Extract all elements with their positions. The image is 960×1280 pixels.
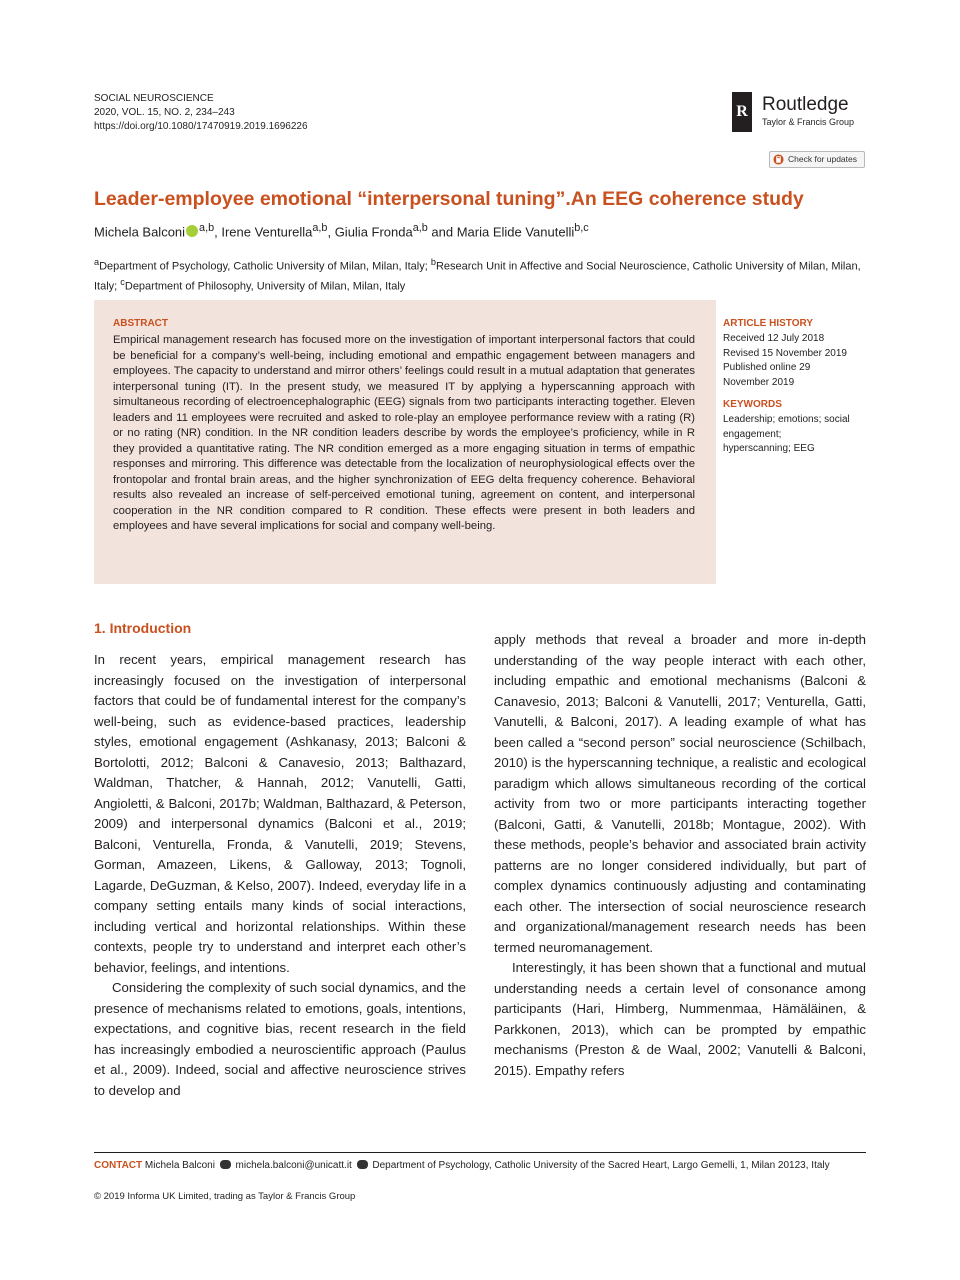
contact-label: CONTACT (94, 1160, 143, 1171)
article-history-label: ARTICLE HISTORY (723, 318, 814, 329)
routledge-logo-icon (732, 92, 752, 132)
body-paragraph: apply methods that reveal a broader and more in-depth understanding of the way people interact with each other, including empathic and emotional mechanisms (Balconi & Canavesio, 2013; Balconi & Vanutelli, 2017; Venturella, Gatti, Vanutelli, & Balconi, 2017). A leading example of what has been called a “second person” social neuroscience (Schilbach, 2010) is the hyperscanning technique, a realistic and ecological paradigm which allows simultaneous recording of the cortical activity from two or more participants interacting together (Balconi, Gatti, & Vanutelli, 2018b; Montague, 2002). With these methods, people’s behavior and associated brain activity patterns are no longer considered individually, but part of complex dynamics continuously adjusting and contaminating each other. The intersection of social neuroscience research and organizational/management research needs has been termed neuromanagement. (494, 632, 866, 955)
article-title: Leader-employee emotional “interpersonal tuning”.An EEG coherence study (94, 188, 804, 210)
history-line: November 2019 (723, 376, 795, 388)
copyright: © 2019 Informa UK Limited, trading as Taylor & Francis Group (94, 1191, 356, 1202)
orcid-icon[interactable] (186, 225, 198, 237)
abstract-text: Empirical management research has focused more on the investigation of important interpersonal factors that could be beneficial for a company’s well-being, including emotional and empathic engagement between managers and employees. The capacity to understand and mirror others’ feelings could result in a mutual adaptation that generates interpersonal tuning (IT). In the present study, we measured IT by applying a hyperscanning approach with simultaneous recording of electroencephalographic (EEG) signals from two participants interacting together. Eleven leaders and 11 employees were recruited and asked to role-play an employee performance review with a rating (R) or no rating (NR) condition. In the NR condition leaders describe by words the employee’s proficiency, while in R they provided a quantitative rating. The NR condition emerged as a more engaging situation in terms of empathic responses and mirroring. This difference was detectable from the localization of neurophysiological effects over the frontopolar and frontal brain areas, and the higher synchronization of EEG delta frequency coherence. Behavioral results also revealed an increase of self-perceived emotional tuning, agreement on content, and interpersonal cooperation in the NR condition compared to R condition. These effects were present in both leaders and employees and have several implications for social and company well-being. (113, 334, 695, 532)
affiliations (94, 255, 866, 295)
author-name: , Irene Venturella (214, 224, 313, 240)
keywords (723, 413, 868, 457)
contact-name: Michela Balconi (142, 1160, 218, 1171)
check-for-updates-icon (773, 154, 784, 165)
author-list (94, 222, 589, 239)
affil-sup: a (94, 257, 100, 267)
history-line: Published online 29 (723, 362, 811, 373)
affil-sup: b (430, 257, 436, 267)
keyword-line: hyperscanning; EEG (723, 443, 815, 454)
author-name: and Maria Elide Vanutelli (427, 224, 575, 240)
keyword-line: engagement; (723, 428, 782, 440)
author-sup: a,b (312, 222, 328, 234)
affil-text: Research Unit in Affective and Social Neuroscience, Catholic University of Milan, Milan, Italy; (94, 260, 861, 293)
keyword-line: Leadership; emotions; social (723, 414, 850, 425)
email-icon (220, 1160, 231, 1169)
body-paragraph: In recent years, empirical management research has increasingly focused on the investigation of interpersonal factors that could be of fundamental interest for the company’s well-being, such as evidence-based practices, leadership styles, emotional engagement (Ashkanasy, 2013; Balconi & Bortolotti, 2012; Balconi & Canavesio, 2013; Balthazard, Waldman, Thatcher, & Hannah, 2012; Vanutelli, Gatti, Angioletti, & Balconi, 2017b; Waldman, Balthazard, & Peterson, 2009) and interpersonal dynamics (Balconi et al., 2019; Balconi, Venturella, Fronda, & Vanutelli, 2019; Stevens, Gorman, Amazeen, Likens, & Galloway, 2013; Tognoli, Lagarde, DeGuzman, & Kelso, 2007). Indeed, everyday life in a company setting entails many kinds of social interactions, including vertical and horizontal relationships. Within these contexts, people try to understand and interpret each other’s behavior, feelings, and intentions. (94, 652, 466, 975)
history-line: Received 12 July 2018 (723, 333, 825, 344)
check-for-updates-button[interactable] (769, 151, 865, 168)
publisher-name: Routledge (762, 94, 849, 115)
affil-text: Department of Philosophy, University of Milan, Milan, Italy (124, 280, 406, 293)
body-column-left (94, 650, 466, 1101)
journal-doi[interactable]: https://doi.org/10.1080/17470919.2019.1696226 (94, 121, 308, 132)
body-column-right (494, 630, 866, 1081)
author-sup: a,b (412, 222, 428, 234)
footer-divider (94, 1152, 866, 1153)
publisher-logo (732, 92, 872, 136)
publisher-sub: Taylor & Francis Group (762, 117, 855, 127)
journal-name: SOCIAL NEUROSCIENCE (94, 93, 214, 104)
article-history (723, 332, 868, 390)
author-sup: a,b (199, 222, 215, 234)
body-paragraph: Considering the complexity of such social dynamics, and the presence of mechanisms related to emotions, goals, intentions, expectations, and cognitive bias, recent research in the field has increasingly embodied a neuroscientific approach (Paulus et al., 2009). Indeed, social and affective neuroscience strives to develop and (94, 980, 466, 1098)
author-name: , Giulia Fronda (327, 224, 413, 240)
author-name: Michela Balconi (94, 224, 186, 240)
history-line: Revised 15 November 2019 (723, 347, 847, 359)
address-icon (357, 1160, 368, 1169)
journal-volume: 2020, VOL. 15, NO. 2, 234–243 (94, 107, 235, 118)
introduction-heading: 1. Introduction (94, 620, 192, 636)
affil-sup: c (120, 277, 125, 288)
keywords-label: KEYWORDS (723, 399, 782, 410)
journal-info (94, 92, 308, 134)
check-for-updates-label: Check for updates (788, 154, 857, 164)
author-sup: b,c (574, 222, 589, 234)
affil-text: Department of Psychology, Catholic University of Milan, Milan, Italy; (99, 260, 431, 273)
abstract-label: ABSTRACT (113, 318, 168, 329)
contact-address: Department of Psychology, Catholic University of the Sacred Heart, Largo Gemelli, 1, Milan 20123, Italy (369, 1160, 830, 1171)
body-paragraph: Interestingly, it has been shown that a functional and mutual understanding needs a certain level of consonance among participants (Hari, Himberg, Nummenmaa, Hämäläinen, & Parkkonen, 2013), which can be prompted by empathic mechanisms (Preston & de Waal, 2002; Vanutelli & Balconi, 2015). Empathy refers (494, 960, 866, 1078)
contact-email[interactable]: michela.balconi@unicatt.it (232, 1160, 355, 1171)
contact-info (94, 1159, 866, 1173)
svg-text:R: R (736, 103, 748, 120)
